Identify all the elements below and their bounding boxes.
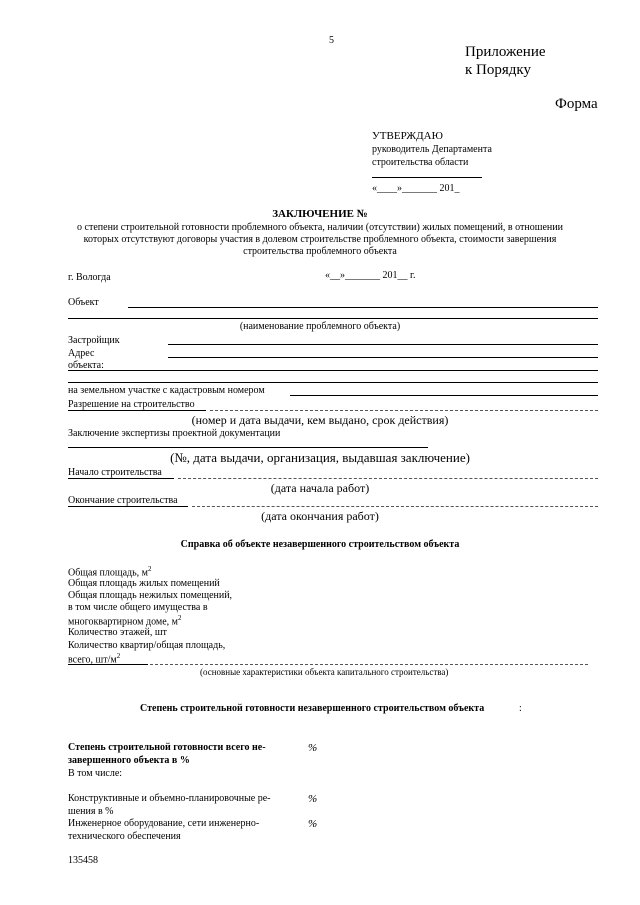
object-line[interactable]: [128, 307, 598, 308]
developer-label: Застройщик: [68, 335, 120, 346]
reference-row-4: Количество этажей, шт: [68, 627, 167, 638]
readiness-including: В том числе:: [68, 768, 123, 779]
form-label: Форма: [555, 96, 598, 112]
start-label: Начало строительства: [68, 467, 162, 478]
cadastral-label: на земельном участке с кадастровым номером: [68, 385, 265, 396]
readiness-total-b: завершенного объекта в %: [68, 755, 190, 766]
readiness-struct-b: шения в %: [68, 806, 114, 817]
reference-row-3b: в том числе общего имущества в: [68, 602, 208, 613]
object-caption: (наименование проблемного объекта): [239, 321, 401, 332]
readiness-total-percent: %: [308, 742, 318, 754]
document-subtitle-1: о степени строительной готовности проблемного объекта, наличии (отсутствии) жилых помещений, в отношении: [77, 222, 563, 233]
readiness-equip-percent: %: [308, 818, 318, 830]
permit-line[interactable]: [210, 410, 598, 411]
document-title: ЗАКЛЮЧЕНИЕ №: [272, 208, 368, 220]
appendix-line-2: к Порядку: [465, 62, 531, 78]
approval-title: УТВЕРЖДАЮ: [372, 130, 443, 142]
city: г. Вологда: [68, 272, 111, 283]
expertise-line[interactable]: [68, 447, 428, 448]
expertise-caption: (№, дата выдачи, организация, выдавшая заключение): [170, 450, 470, 465]
address-line-1[interactable]: [168, 357, 598, 358]
readiness-heading: Степень строительной готовности незавершенного строительством объекта: [140, 703, 485, 714]
readiness-equip-b: технического обеспечения: [68, 831, 181, 842]
reference-row-5a: Количество квартир/общая площадь,: [68, 640, 226, 651]
address-line-2[interactable]: [68, 370, 598, 371]
readiness-struct-percent: %: [308, 793, 318, 805]
readiness-equip-a: Инженерное оборудование, сети инженерно-: [68, 818, 260, 829]
reference-row-2: Общая площадь жилых помещений: [68, 578, 220, 589]
reference-heading: Справка об объекте незавершенного строительством объекта: [180, 539, 460, 550]
object-line-2[interactable]: [68, 318, 598, 319]
reference-row-5b: всего, $шт/м^2$: [68, 652, 121, 666]
address-label-1: Адрес: [68, 348, 95, 359]
start-label-underline: [68, 478, 174, 479]
expertise-label: Заключение экспертизы проектной документации: [68, 428, 281, 439]
document-date: «__»_______ 201__ г.: [325, 270, 416, 281]
reference-row-3a: Общая площадь нежилых помещений,: [68, 590, 233, 601]
end-label: Окончание строительства: [68, 495, 178, 506]
approval-line-1: руководитель Департамента: [372, 144, 492, 155]
permit-caption: (номер и дата выдачи, кем выдано, срок действия): [191, 413, 449, 427]
approval-signature-line: [372, 177, 482, 178]
cadastral-line[interactable]: [290, 395, 598, 396]
document-subtitle-3: строительства проблемного объекта: [243, 246, 397, 257]
page-number: 5: [329, 35, 334, 46]
reference-row-1: Общая площадь, $м^2$: [68, 565, 152, 579]
start-caption: (дата начала работ): [270, 481, 370, 495]
reference-caption: (основные характеристики объекта капитального строительства): [200, 667, 449, 677]
developer-line[interactable]: [168, 344, 598, 345]
address-label-2: объекта:: [68, 360, 104, 371]
appendix-line-1: Приложение: [465, 44, 546, 60]
end-label-underline: [68, 506, 188, 507]
reference-row-5-underline: [68, 664, 148, 665]
object-label: Объект: [68, 297, 99, 308]
readiness-total-a: Степень строительной готовности всего не-: [68, 742, 266, 753]
end-line[interactable]: [192, 506, 598, 507]
reference-row-3c: многоквартирном доме, $м^2$: [68, 614, 182, 628]
footer-code: 135458: [68, 855, 98, 866]
start-line[interactable]: [178, 478, 598, 479]
approval-line-2: строительства области: [372, 157, 469, 168]
reference-characteristics-line[interactable]: [150, 664, 588, 665]
address-line-3[interactable]: [68, 382, 598, 383]
permit-label: Разрешение на строительство: [68, 399, 195, 410]
approval-date: «____»_______ 201_: [372, 183, 460, 194]
readiness-heading-colon: :: [519, 703, 522, 714]
permit-label-underline: [68, 410, 206, 411]
document-subtitle-2: которых отсутствуют договоры участия в долевом строительстве проблемного объекта, стоимости завершения: [83, 234, 557, 245]
readiness-struct-a: Конструктивные и объемно-планировочные ре-: [68, 793, 271, 804]
end-caption: (дата окончания работ): [261, 509, 379, 523]
